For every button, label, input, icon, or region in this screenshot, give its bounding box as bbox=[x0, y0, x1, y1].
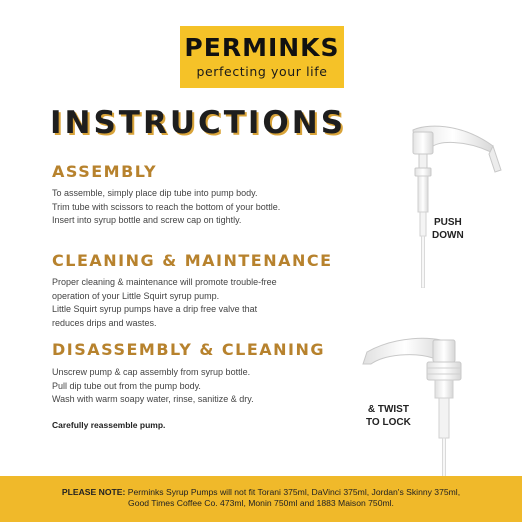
twist-label-line: TO LOCK bbox=[366, 417, 411, 428]
body-line: Wash with warm soapy water, rinse, sanitize & dry. bbox=[52, 394, 254, 404]
footer-note-band bbox=[0, 476, 522, 522]
pump-down-illustration bbox=[365, 118, 505, 288]
twist-to-lock-label bbox=[366, 403, 411, 429]
section-body-assembly bbox=[52, 187, 352, 228]
push-label-line: PUSH bbox=[433, 217, 462, 228]
reassemble-note: Carefully reassemble pump. bbox=[52, 420, 166, 430]
footer-note bbox=[10, 487, 512, 509]
body-line: reduces drips and wastes. bbox=[52, 317, 157, 328]
section-body-disassembly bbox=[52, 366, 352, 407]
body-line: Pull dip tube out from the pump body. bbox=[52, 380, 201, 391]
section-body-cleaning bbox=[52, 276, 352, 330]
section-heading-cleaning: CLEANING & MAINTENANCE bbox=[52, 251, 333, 270]
push-label-line: DOWN bbox=[432, 230, 464, 241]
brand-name: PERMINKS bbox=[184, 33, 340, 62]
body-line: operation of your Little Squirt syrup pump. bbox=[52, 290, 220, 301]
footer-note-text-1: Perminks Syrup Pumps will not fit Torani 375ml, DaVinci 375ml, Jordan's Skinny 375ml, bbox=[127, 487, 461, 497]
body-line: Proper cleaning & maintenance will promote trouble-free bbox=[52, 277, 277, 287]
brand-tagline: perfecting your life bbox=[196, 64, 328, 79]
page-title: INSTRUCTIONS bbox=[50, 105, 347, 141]
section-heading-assembly: ASSEMBLY bbox=[52, 162, 158, 181]
body-line: Unscrew pump & cap assembly from syrup bottle. bbox=[52, 367, 251, 377]
body-line: Insert into syrup bottle and screw cap on tightly. bbox=[52, 215, 242, 225]
twist-label-line: & TWIST bbox=[367, 404, 409, 415]
section-heading-disassembly: DISASSEMBLY & CLEANING bbox=[52, 340, 326, 359]
body-line: Trim tube with scissors to reach the bottom of your bottle. bbox=[52, 201, 281, 212]
body-line: To assemble, simply place dip tube into pump body. bbox=[52, 188, 258, 198]
footer-note-line-1 bbox=[10, 487, 512, 498]
footer-note-text-2: Good Times Coffee Co. 473ml, Monin 750ml and 1883 Maison 750ml. bbox=[128, 498, 394, 508]
brand-logo bbox=[180, 26, 344, 88]
footer-note-label: PLEASE NOTE: bbox=[61, 487, 126, 497]
push-down-label bbox=[432, 216, 464, 242]
body-line: Little Squirt syrup pumps have a drip free valve that bbox=[52, 304, 258, 314]
